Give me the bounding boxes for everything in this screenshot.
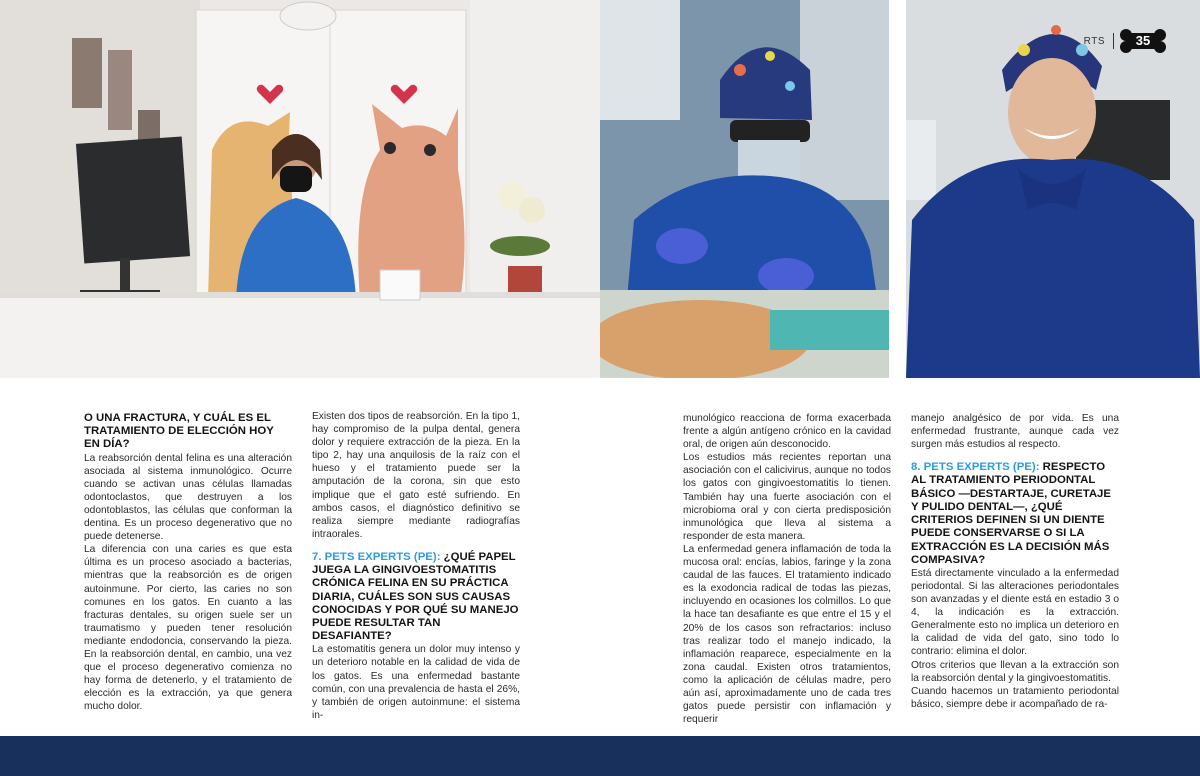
page-folio bbox=[1084, 30, 1164, 52]
question-heading: O UNA FRACTURA, Y CUÁL ES EL TRATAMIENTO DE ELECCIÓN HOY EN DÍA? bbox=[84, 412, 274, 451]
paragraph: La reabsorción dental felina es una alteración asociada al sistema inmunológico. Ocurre cuando se activan unas células llamadas odontoclastos, que destruyen a los odontoblastos, las células que conforman la dentina. Es un proceso degenerativo que no puede detenerse. bbox=[84, 452, 292, 543]
surgery-photo bbox=[600, 0, 889, 378]
paragraph: La diferencia con una caries es que esta última es un proceso asociado a bacterias, mientras que la reabsorción es de origen autoinmune. Por cierto, las caries no son comunes en los gatos. En cuanto a las fracturas dentales, su origen suele ser un traumatismo y pueden tener resolución mediante endodoncia, conservando la pieza. En la reabsorción dental, en cambio, una vez que el proceso degenerativo comienza no hay forma de detenerlo, y el tratamiento de elección es la extracción, ya que genera mucho dolor. bbox=[84, 544, 292, 713]
paragraph: Existen dos tipos de reabsorción. En la tipo 1, hay compromiso de la pulpa dental, genera dolor y requiere extracción de la pieza. En la tipo 2, hay una anquilosis de la raíz con el hueso y el tratamiento puede ser la amputación de la corona, sin que esto implique que el gato esté sufriendo. En ambos casos, el diagnóstico definitivo se realiza siempre mediante radiografías intraorales. bbox=[312, 411, 520, 540]
section-label: RTS bbox=[1083, 35, 1105, 47]
question-heading bbox=[312, 551, 520, 643]
paragraph: Está directamente vinculado a la enfermedad periodontal. Si las alteraciones periodontales son avanzadas y el diente está en estadio 3 o 4, la indicación es la extracción. Generalmente esto no implica un deterioro en la calidad de vida del gato, sino todo lo contrario: elimina el dolor. bbox=[911, 567, 1119, 658]
footer-band bbox=[0, 736, 1200, 776]
bone-icon bbox=[1122, 30, 1164, 52]
paragraph: munológico reacciona de forma exacerbada frente a algún antígeno crónico en la cavidad oral, de origen aún desconocido. bbox=[683, 413, 891, 451]
column-3 bbox=[683, 412, 891, 726]
paragraph: La estomatitis genera un dolor muy intenso y un deterioro notable en la calidad de vida de los gatos. Es una enfermedad bastante común, con una prevalencia de hasta el 26%, y también de origen autoinmune: el sistema in- bbox=[312, 644, 520, 721]
column-4 bbox=[911, 412, 1119, 711]
spacer bbox=[312, 541, 520, 551]
spacer bbox=[911, 451, 1119, 461]
question-tag: 8. PETS EXPERTS (PE): bbox=[911, 461, 1040, 474]
column-1 bbox=[84, 412, 292, 713]
paragraph: Los estudios más recientes reportan una asociación con el calicivirus, aunque no todos los gatos con gingivoestomatitis lo tienen. También hay una fuerte asociación con el microbioma oral y con cierta predisposición inmunológica que lleva al sistema a responder de esta manera. bbox=[683, 452, 891, 542]
question-heading bbox=[911, 461, 1119, 567]
folio-divider bbox=[1113, 33, 1114, 49]
paragraph: Otros criterios que llevan a la extracción son la reabsorción dental y la gingivoestomatitis. bbox=[911, 659, 1119, 684]
paragraph: manejo analgésico de por vida. Es una enfermedad frustrante, aunque cada vez surgen más estudios al respecto. bbox=[911, 413, 1119, 451]
page-number: 35 bbox=[1126, 33, 1160, 49]
question-tag: 7. PETS EXPERTS (PE): bbox=[312, 550, 441, 563]
paragraph: La enfermedad genera inflamación de toda la mucosa oral: encías, labios, faringe y la zona caudal de las fauces. El tratamiento indicado es la exodoncia radical de todas las piezas, incluyendo en ocasiones los colmillos. Lo que la hace tan desafiante es que entre el 15 y el 20% de los casos son refractarios: incluso tras realizar todo el manejo indicado, la inflamación reaparece, especialmente en la zona caudal. Existen otros tratamientos, como la aplicación de células madre, pero aún así, aproximadamente uno de cada tres gatos puede persistir con inflamación y requerir bbox=[683, 543, 891, 726]
portrait-photo bbox=[906, 0, 1200, 378]
reception-photo bbox=[0, 0, 600, 378]
question-text: ¿QUÉ PAPEL JUEGA LA GINGIVOESTOMATITIS CRÓNICA FELINA EN SU PRÁCTICA DIARIA, CUÁLES SON SUS CAUSAS CONOCIDAS Y POR QUÉ SU MANEJO PUEDE RESULTAR TAN DESAFIANTE? bbox=[312, 550, 519, 643]
paragraph: Cuando hacemos un tratamiento periodontal básico, siempre debe ir acompañado de ra- bbox=[911, 685, 1119, 710]
question-text: RESPECTO AL TRATAMIENTO PERIODONTAL BÁSICO —DESTARTAJE, CURETAJE Y PULIDO DENTAL—, ¿QUÉ CRITERIOS DEFINEN SI UN DIENTE PUEDE CONSERVARSE O SI LA EXTRACCIÓN ES LA DECISIÓN MÁS COMPASIVA? bbox=[911, 461, 1111, 566]
column-2 bbox=[312, 410, 520, 722]
